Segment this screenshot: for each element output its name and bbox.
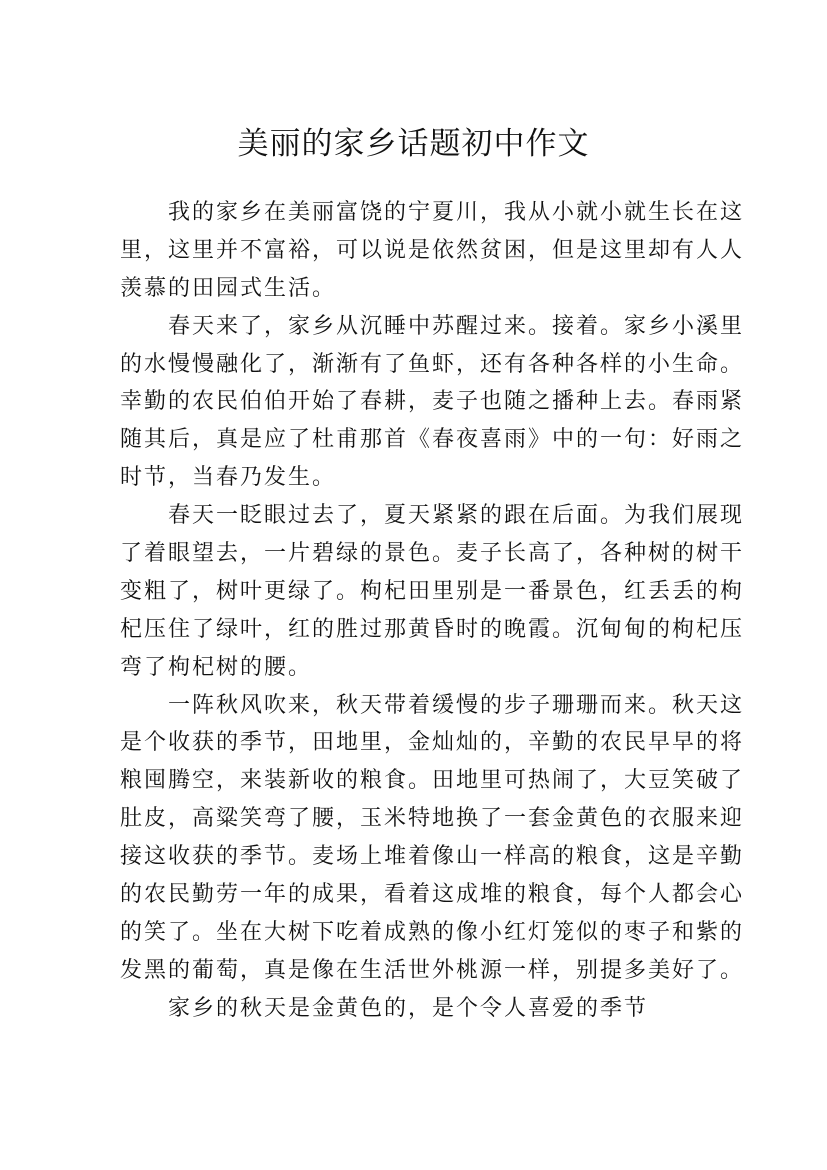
essay-line: 春天一眨眼过去了，夏天紧紧的跟在后面。为我们展现 xyxy=(168,503,745,529)
essay-line: 接这收获的季节。麦场上堆着像山一样高的粮食，这是辛勤 xyxy=(120,844,745,870)
essay-line: 幸勤的农民伯伯开始了春耕，麦子也随之播种上去。春雨紧 xyxy=(120,389,745,415)
essay-line: 我的家乡在美丽富饶的宁夏川，我从小就小就生长在这 xyxy=(168,200,745,225)
essay-line: 的笑了。坐在大树下吃着成熟的像小红灯笼似的枣子和紫的 xyxy=(120,919,745,945)
essay-line: 随其后，真是应了杜甫那首《春夜喜雨》中的一句：好雨之 xyxy=(120,427,745,453)
essay-line: 杞压住了绿叶，红的胜过那黄昏时的晚霞。沉甸甸的枸杞压 xyxy=(120,616,745,642)
essay-line: 了着眼望去，一片碧绿的景色。麦子长高了，各种树的树干 xyxy=(120,541,745,567)
essay-line: 变粗了，树叶更绿了。枸杞田里别是一番景色，红丢丢的枸 xyxy=(120,578,745,604)
essay-line: 时节，当春乃发生。 xyxy=(120,465,337,491)
essay-line: 弯了枸杞树的腰。 xyxy=(120,654,313,680)
essay-body xyxy=(120,194,745,1028)
essay-line: 家乡的秋天是金黄色的，是个令人喜爱的季节 xyxy=(168,995,649,1021)
essay-line: 粮囤腾空，来装新收的粮食。田地里可热闹了，大豆笑破了 xyxy=(120,768,745,794)
essay-line: 的农民勤劳一年的成果，看着这成堆的粮食，每个人都会心 xyxy=(120,882,745,908)
essay-line: 是个收获的季节，田地里，金灿灿的，辛勤的农民早早的将 xyxy=(120,730,745,756)
essay-line: 羡慕的田园式生活。 xyxy=(120,275,337,301)
document-title: 美丽的家乡话题初中作文 xyxy=(237,125,590,162)
essay-line: 一阵秋风吹来，秋天带着缓慢的步子珊珊而来。秋天这 xyxy=(168,692,745,718)
essay-line: 里，这里并不富裕，可以说是依然贫困，但是这里却有人人 xyxy=(120,237,745,263)
essay-line: 的水慢慢融化了，渐渐有了鱼虾，还有各种各样的小生命。 xyxy=(120,351,745,377)
essay-line: 春天来了，家乡从沉睡中苏醒过来。接着。家乡小溪里 xyxy=(168,313,745,339)
essay-line: 发黑的葡萄，真是像在生活世外桃源一样，别提多美好了。 xyxy=(120,957,745,983)
essay-line: 肚皮，高粱笑弯了腰，玉米特地换了一套金黄色的衣服来迎 xyxy=(120,806,745,832)
